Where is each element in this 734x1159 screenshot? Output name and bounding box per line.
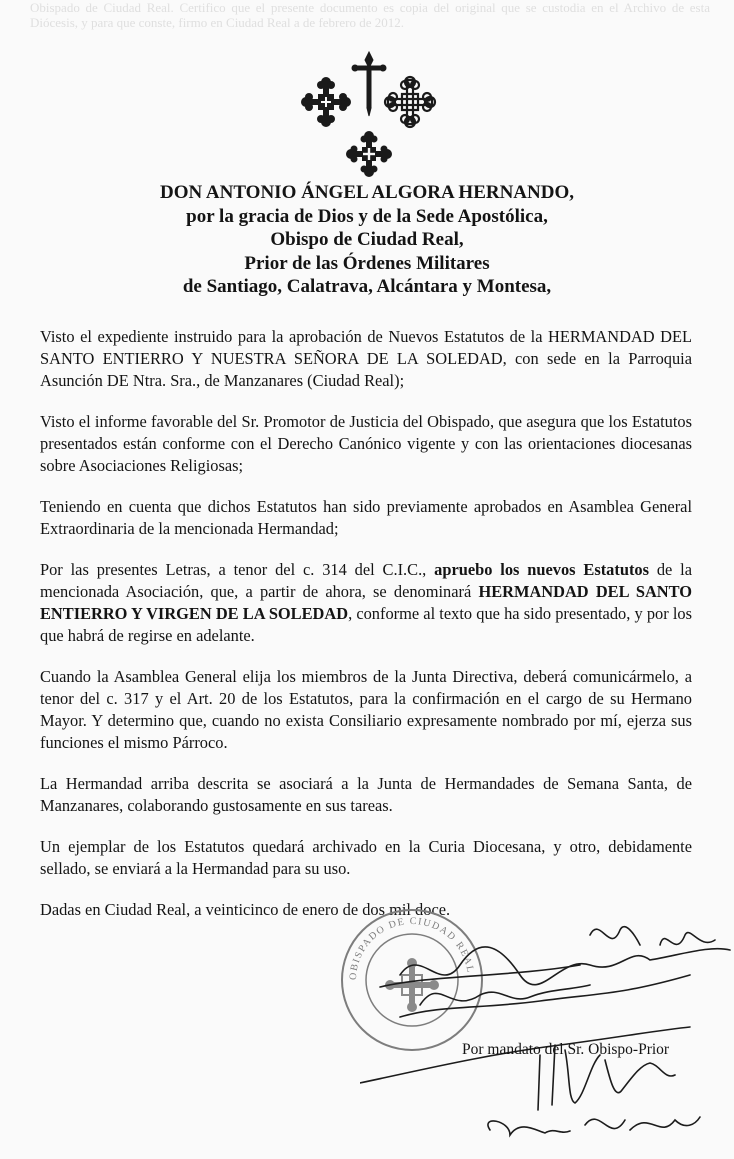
paragraph-informe: Visto el informe favorable del Sr. Promotor de Justicia del Obispado, que asegura que los Estatutos presentados están conforme con el Derecho Canónico vigente y con las orientaciones diocesanas sobre Asociaciones Religiosas; (40, 412, 692, 475)
bishop-name: DON ANTONIO ÁNGEL ALGORA HERNANDO, (159, 182, 575, 203)
seal-text: OBISPADO DE CIUDAD REAL (347, 915, 476, 981)
handwritten-signatures (360, 905, 734, 1159)
header-line-orders: de Santiago, Calatrava, Alcántara y Montesa, (182, 276, 552, 297)
paragraph-dadas: Dadas en Ciudad Real, a veinticinco de enero de dos mil doce. (40, 900, 451, 919)
aprobacion-bold-name: HERMANDAD DEL SANTO ENTIERRO Y VIRGEN DE LA SOLEDAD (40, 582, 692, 623)
military-orders-crest (296, 50, 442, 178)
paragraph-semana-santa: La Hermandad arriba descrita se asociará a la Junta de Hermandades de Semana Santa, de Manzanares, colaborando gustosamente en sus tareas. (40, 774, 692, 815)
paragraph-junta: Cuando la Asamblea General elija los miembros de la Junta Directiva, deberá comunicármelo, a tenor del c. 317 y el Art. 20 de los Estatutos, para la confirmación en el cargo de su Hermano Mayor. Y determino que, cuando no exista Consiliario expresamente nombrado por mí, ejerza sus funciones el mismo Párroco. (40, 667, 692, 752)
paragraph-asamblea: Teniendo en cuenta que dichos Estatutos han sido previamente aprobados en Asamblea General Extraordinaria de la mencionada Hermandad; (40, 497, 692, 538)
mandate-line: Por mandato del Sr. Obispo-Prior (462, 1041, 670, 1058)
header-line-bishop: Obispo de Ciudad Real, (270, 229, 464, 250)
aprobacion-text-a: Por las presentes Letras, a tenor del c. 314 del C.I.C., (40, 560, 435, 579)
bleed-through-text: Obispado de Ciudad Real. Certifico que el presente documento es copia del original que se custodia en el Archivo de esta Diócesis, y para que conste, firmo en Ciudad Real a de febrero de 2012. (30, 0, 710, 30)
aprobacion-bold-approval: apruebo los nuevos Estatutos (434, 560, 649, 579)
aprobacion-text-c: de la mencionada Asociación, que, a partir de ahora, se denominará (40, 560, 693, 601)
header-line-prior: Prior de las Órdenes Militares (244, 252, 490, 274)
paragraph-aprobacion (40, 559, 692, 647)
document-header (40, 181, 694, 299)
aprobacion-text-e: , conforme al texto que ha sido presentado, y por los que habrá de regirse en adelante. (40, 604, 692, 645)
paragraph-expediente: Visto el expediente instruido para la aprobación de Nuevos Estatutos de la HERMANDAD DEL SANTO ENTIERRO Y NUESTRA SEÑORA DE LA SOLEDAD, con sede en la Parroquia Asunción DE Ntra. Sra., de Manzanares (Ciudad Real); (40, 327, 692, 390)
paragraph-archivo: Un ejemplar de los Estatutos quedará archivado en la Curia Diocesana, y otro, debidamente sellado, se enviará a la Hermandad para su uso. (40, 837, 692, 878)
document-body (40, 326, 692, 940)
header-line-grace: por la gracia de Dios y de la Sede Apostólica, (186, 205, 548, 227)
